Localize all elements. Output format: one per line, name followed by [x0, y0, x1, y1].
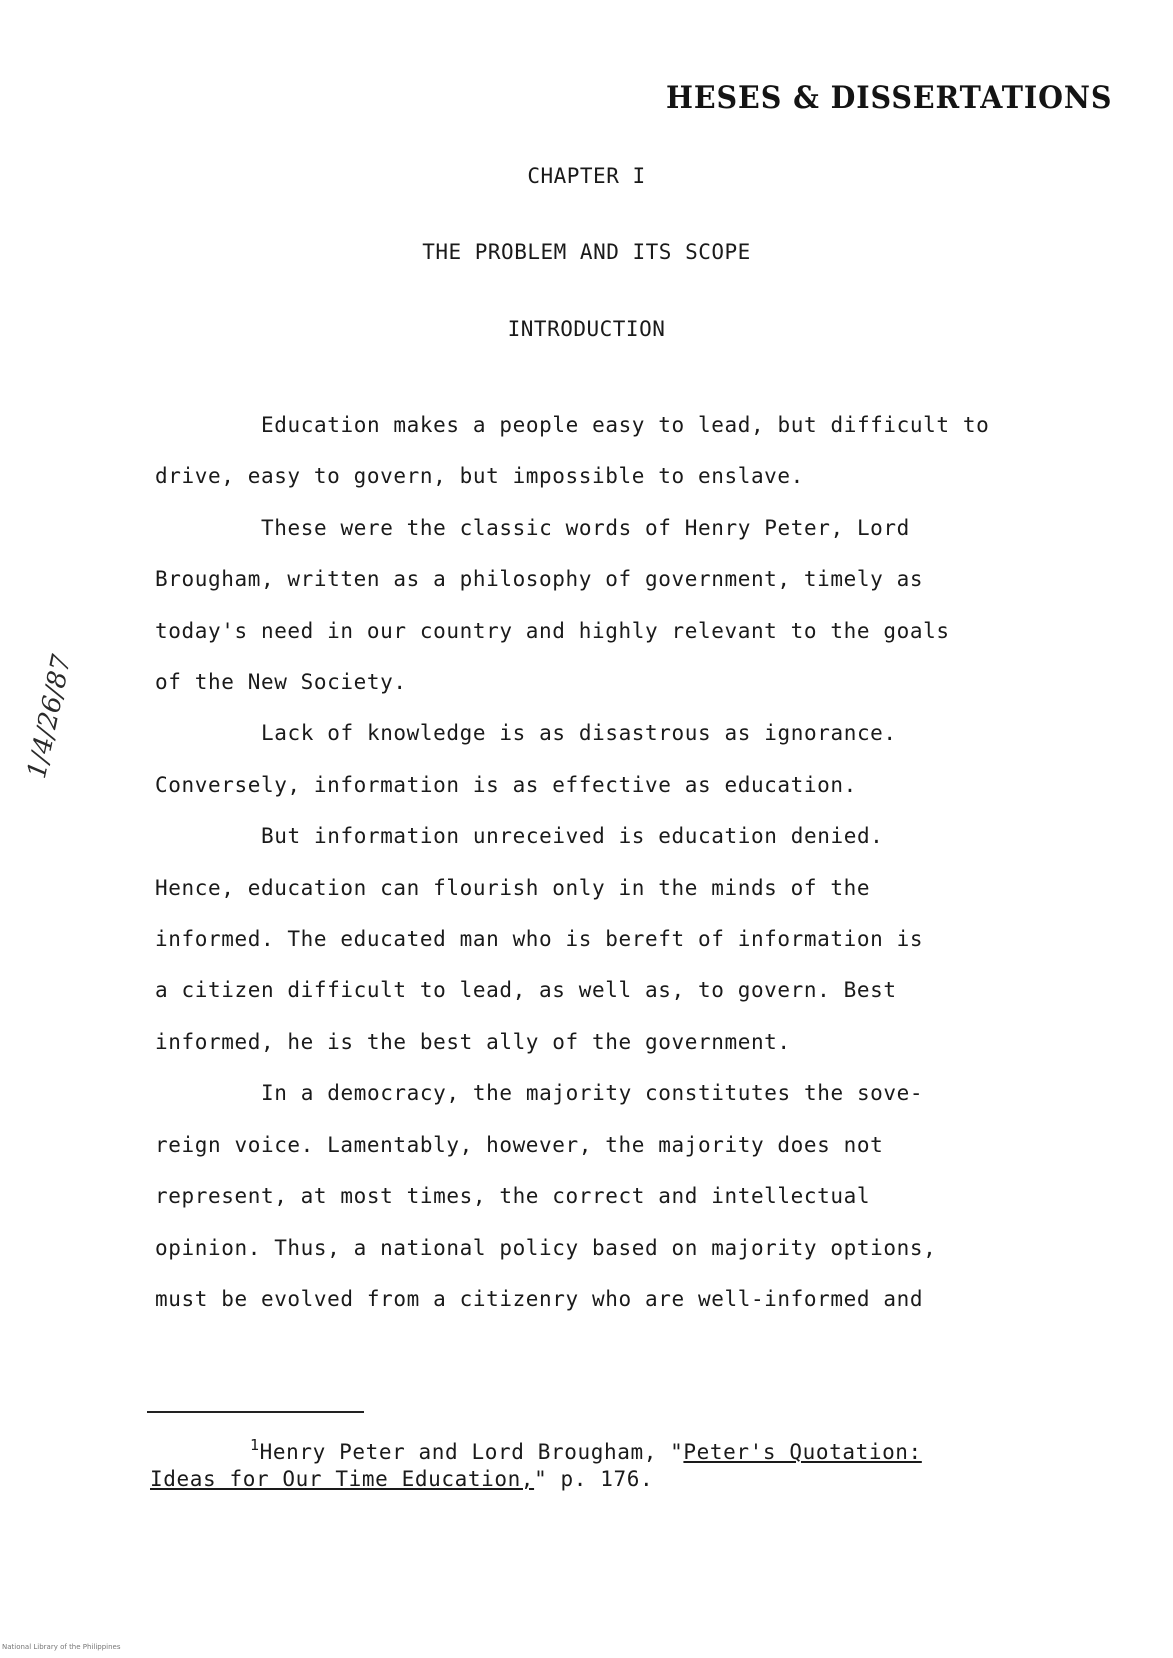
- text-line: Lack of knowledge is as disastrous as ignorance.: [261, 721, 897, 746]
- text-line: reign voice. Lamentably, however, the majority does not: [155, 1132, 884, 1157]
- text-line: today's need in our country and highly relevant to the goals: [155, 618, 950, 643]
- section-heading: INTRODUCTION: [507, 317, 666, 341]
- text-line: of the New Society.: [155, 670, 407, 695]
- text-line: informed, he is the best ally of the government.: [155, 1029, 791, 1054]
- body-text: [155, 400, 1055, 1325]
- paragraph-5: [155, 1068, 1055, 1325]
- paragraph-3: [155, 708, 1055, 811]
- text-line: But information unreceived is education denied.: [261, 824, 884, 849]
- paragraph-2: [155, 503, 1055, 709]
- footnote-citation: Henry Peter and Lord Brougham, ": [259, 1440, 684, 1464]
- scan-credit: National Library of the Philippines: [2, 1643, 121, 1651]
- text-line: Education makes a people easy to lead, but difficult to: [261, 413, 990, 437]
- paragraph-4: [155, 811, 1055, 1068]
- text-line: These were the classic words of Henry Peter, Lord: [261, 515, 910, 540]
- footnote-line-1: [150, 1432, 1030, 1466]
- footnote-line-2: [150, 1466, 1030, 1493]
- paragraph-1: [155, 400, 1055, 503]
- text-line: Hence, education can flourish only in the minds of the: [155, 875, 871, 900]
- handwritten-margin-note: 1/4/26/87: [22, 652, 78, 782]
- footnote-page-ref: " p. 176.: [534, 1467, 654, 1491]
- text-line: a citizen difficult to lead, as well as, to govern. Best: [155, 978, 897, 1003]
- footnote-title-part-2: Ideas for Our Time Education,: [150, 1467, 535, 1491]
- thesis-stamp: HESES & DISSERTATIONS: [666, 80, 1113, 116]
- footnote-separator: [147, 1411, 364, 1413]
- text-line: Conversely, information is as effective as education.: [155, 772, 857, 797]
- footnote-title-part-1: Peter's Quotation:: [683, 1440, 922, 1464]
- text-line: must be evolved from a citizenry who are well-informed and: [155, 1286, 924, 1311]
- footnote-number: 1: [250, 1436, 260, 1454]
- text-line: drive, easy to govern, but impossible to enslave.: [155, 464, 804, 489]
- text-line: opinion. Thus, a national policy based on majority options,: [155, 1235, 937, 1260]
- chapter-title: THE PROBLEM AND ITS SCOPE: [422, 240, 751, 264]
- text-line: In a democracy, the majority constitutes the sove-: [261, 1081, 924, 1106]
- text-line: represent, at most times, the correct and intellectual: [155, 1184, 871, 1209]
- footnote: [150, 1432, 1030, 1493]
- text-line: Brougham, written as a philosophy of government, timely as: [155, 567, 924, 592]
- chapter-heading: CHAPTER I: [527, 164, 646, 188]
- text-line: informed. The educated man who is bereft of information is: [155, 927, 924, 952]
